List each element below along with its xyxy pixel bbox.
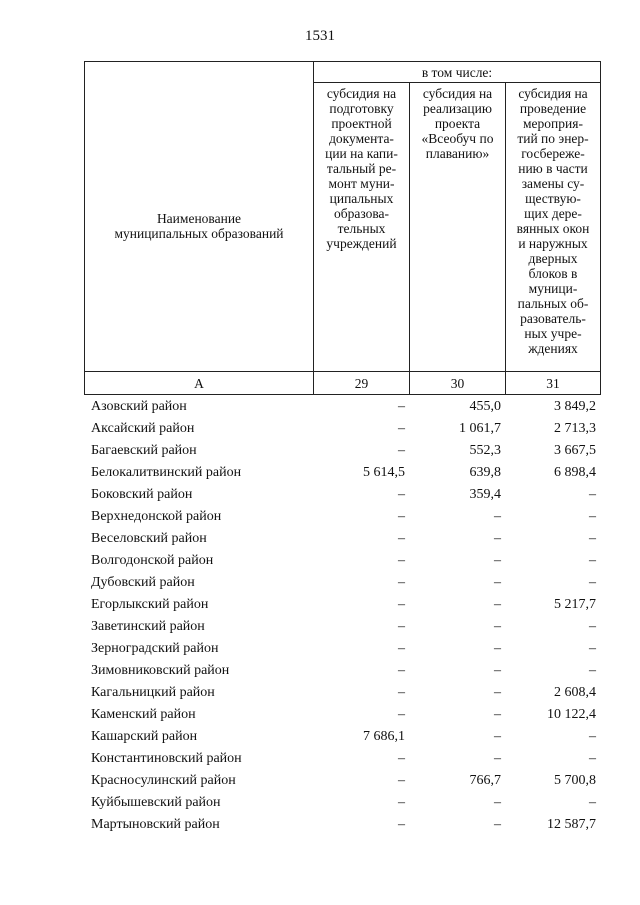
- district-name: Волгодонской район: [91, 553, 214, 568]
- value-col-30: –: [494, 795, 501, 810]
- value-col-30: –: [494, 663, 501, 678]
- header-col-31: субсидия на проведение мероприя- тий по энер- госбереже- нию в части замены су- ществую- щих дере- вянных окон и наружных дверных блоков в муници- пальных об- разователь- ных учре- ждениях: [506, 83, 601, 372]
- header-index-30: 30: [410, 372, 506, 395]
- table-row: [84, 770, 600, 792]
- district-name: Верхнедонской район: [91, 509, 222, 524]
- value-col-31: 6 898,4: [554, 465, 596, 480]
- header-name-column: [85, 62, 314, 372]
- value-col-31: –: [589, 487, 596, 502]
- value-col-30: 552,3: [469, 443, 501, 458]
- district-name: Багаевский район: [91, 443, 197, 458]
- value-col-30: –: [494, 553, 501, 568]
- table-row: [84, 594, 600, 616]
- value-col-29: –: [398, 751, 405, 766]
- table-row: [84, 616, 600, 638]
- value-col-31: –: [589, 553, 596, 568]
- value-col-30: –: [494, 641, 501, 656]
- table-header: [84, 61, 601, 395]
- value-col-29: –: [398, 487, 405, 502]
- district-name: Азовский район: [91, 399, 187, 414]
- table-row: [84, 550, 600, 572]
- header-index-a: А: [85, 372, 314, 395]
- value-col-31: –: [589, 729, 596, 744]
- table-row: [84, 704, 600, 726]
- value-col-29: –: [398, 707, 405, 722]
- value-col-29: –: [398, 553, 405, 568]
- header-in-total: в том числе:: [314, 62, 601, 83]
- value-col-31: 10 122,4: [547, 707, 596, 722]
- table-row: [84, 660, 600, 682]
- value-col-30: –: [494, 575, 501, 590]
- table-row: [84, 528, 600, 550]
- data-table-body: [84, 396, 600, 836]
- value-col-31: –: [589, 795, 596, 810]
- value-col-31: 2 608,4: [554, 685, 596, 700]
- value-col-29: –: [398, 773, 405, 788]
- value-col-31: –: [589, 751, 596, 766]
- value-col-29: –: [398, 795, 405, 810]
- value-col-29: –: [398, 421, 405, 436]
- header-col-29: субсидия на подготовку проектной документа- ции на капи- тальный ре- монт муни- ципальных образова- тельных учреждений: [314, 83, 410, 372]
- value-col-31: 5 217,7: [554, 597, 596, 612]
- table-row: [84, 484, 600, 506]
- value-col-31: 5 700,8: [554, 773, 596, 788]
- value-col-31: –: [589, 575, 596, 590]
- value-col-30: 639,8: [469, 465, 501, 480]
- district-name: Зерноградский район: [91, 641, 219, 656]
- district-name: Заветинский район: [91, 619, 205, 634]
- value-col-29: –: [398, 575, 405, 590]
- district-name: Боковский район: [91, 487, 193, 502]
- district-name: Егорлыкский район: [91, 597, 209, 612]
- value-col-31: 12 587,7: [547, 817, 596, 832]
- table-row: [84, 440, 600, 462]
- value-col-30: 359,4: [469, 487, 501, 502]
- district-name: Куйбышевский район: [91, 795, 221, 810]
- value-col-31: –: [589, 531, 596, 546]
- table-row: [84, 814, 600, 836]
- value-col-29: –: [398, 509, 405, 524]
- header-col-30: субсидия на реализацию проекта «Всеобуч по плаванию»: [410, 83, 506, 372]
- value-col-29: –: [398, 685, 405, 700]
- value-col-29: –: [398, 399, 405, 414]
- data-table: [84, 396, 600, 836]
- value-col-31: –: [589, 641, 596, 656]
- table-row: [84, 638, 600, 660]
- value-col-31: 3 667,5: [554, 443, 596, 458]
- district-name: Зимовниковский район: [91, 663, 230, 678]
- page-number: 1531: [305, 28, 335, 44]
- value-col-29: –: [398, 443, 405, 458]
- district-name: Каменский район: [91, 707, 196, 722]
- table-row: [84, 462, 600, 484]
- value-col-30: 1 061,7: [459, 421, 501, 436]
- value-col-29: 7 686,1: [363, 729, 405, 744]
- district-name: Веселовский район: [91, 531, 207, 546]
- value-col-30: –: [494, 531, 501, 546]
- value-col-29: 5 614,5: [363, 465, 405, 480]
- district-name: Кагальницкий район: [91, 685, 215, 700]
- district-name: Мартыновский район: [91, 817, 220, 832]
- value-col-30: 766,7: [469, 773, 501, 788]
- district-name: Константиновский район: [91, 751, 242, 766]
- value-col-29: –: [398, 597, 405, 612]
- district-name: Дубовский район: [91, 575, 195, 590]
- table-row: [84, 396, 600, 418]
- value-col-29: –: [398, 817, 405, 832]
- value-col-30: 455,0: [469, 399, 501, 414]
- value-col-30: –: [494, 619, 501, 634]
- table-row: [84, 682, 600, 704]
- table-row: [84, 506, 600, 528]
- header-name-text: Наименование муниципальных образований: [114, 210, 284, 241]
- value-col-30: –: [494, 685, 501, 700]
- header-index-31: 31: [506, 372, 601, 395]
- table-row: [84, 726, 600, 748]
- table-row: [84, 418, 600, 440]
- district-name: Красносулинский район: [91, 773, 236, 788]
- value-col-30: –: [494, 707, 501, 722]
- value-col-31: –: [589, 663, 596, 678]
- value-col-30: –: [494, 597, 501, 612]
- value-col-30: –: [494, 509, 501, 524]
- header-index-29: 29: [314, 372, 410, 395]
- district-name: Кашарский район: [91, 729, 198, 744]
- value-col-29: –: [398, 641, 405, 656]
- value-col-31: 3 849,2: [554, 399, 596, 414]
- value-col-30: –: [494, 751, 501, 766]
- value-col-31: –: [589, 619, 596, 634]
- value-col-31: –: [589, 509, 596, 524]
- value-col-30: –: [494, 729, 501, 744]
- value-col-29: –: [398, 619, 405, 634]
- table-row: [84, 572, 600, 594]
- value-col-29: –: [398, 663, 405, 678]
- district-name: Аксайский район: [91, 421, 195, 436]
- table-row: [84, 792, 600, 814]
- district-name: Белокалитвинский район: [91, 465, 242, 480]
- table-row: [84, 748, 600, 770]
- value-col-31: 2 713,3: [554, 421, 596, 436]
- value-col-30: –: [494, 817, 501, 832]
- value-col-29: –: [398, 531, 405, 546]
